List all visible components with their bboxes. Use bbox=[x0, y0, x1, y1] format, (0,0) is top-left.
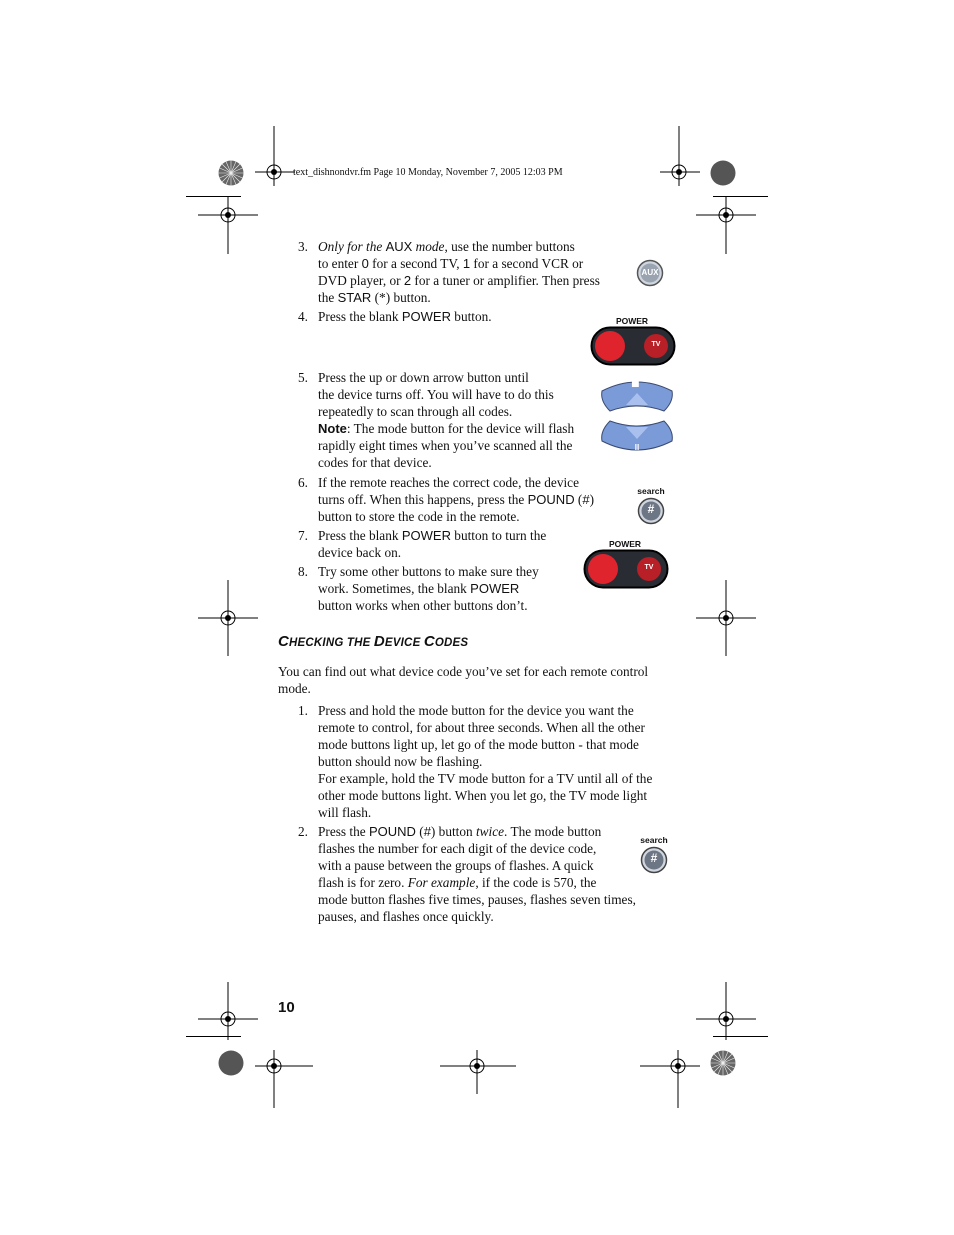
step-line bbox=[318, 770, 652, 787]
text-run: Only for the bbox=[318, 239, 386, 254]
step-line bbox=[318, 272, 600, 289]
text-run: rapidly eight times when you’ve scanned all the bbox=[318, 438, 573, 453]
power-label: POWER bbox=[608, 539, 642, 549]
crosshair-mark-icon bbox=[255, 126, 295, 186]
text-run: for a second TV, bbox=[368, 256, 463, 271]
step-line bbox=[318, 908, 636, 925]
crosshair-mark-icon bbox=[198, 196, 258, 256]
text-run: Press the blank bbox=[318, 309, 402, 324]
text-run: 1 bbox=[462, 256, 471, 271]
text-run: If the remote reaches the correct code, the device bbox=[318, 475, 579, 490]
text-run: mode bbox=[412, 239, 445, 254]
step-line bbox=[318, 787, 652, 804]
text-run: will flash. bbox=[318, 805, 372, 820]
text-run: ( bbox=[574, 492, 583, 507]
text-run: mode buttons light up, let go of the mode button - that mode bbox=[318, 737, 639, 752]
text-run: ) button bbox=[430, 824, 476, 839]
text-run: POWER bbox=[470, 581, 520, 596]
text-run: . The mode button bbox=[504, 824, 602, 839]
text-run: AUX bbox=[385, 239, 413, 254]
step-text bbox=[318, 527, 546, 561]
text-run: (*) button. bbox=[371, 290, 431, 305]
text-run: Press the bbox=[318, 824, 369, 839]
registration-target-icon bbox=[217, 159, 245, 187]
text-run: : The mode button for the device will flash bbox=[346, 421, 575, 436]
step-line bbox=[318, 454, 574, 471]
text-run: DVD player, or bbox=[318, 273, 404, 288]
tv-label: TV bbox=[644, 564, 654, 571]
power-tv-button-illustration bbox=[590, 316, 676, 368]
step-line bbox=[318, 386, 574, 403]
crosshair-mark-icon bbox=[696, 196, 756, 256]
tv-label: TV bbox=[651, 341, 661, 348]
text-run: button should now be flashing. bbox=[318, 754, 483, 769]
heading-part: HECKING THE bbox=[289, 637, 374, 649]
step-line bbox=[318, 403, 574, 420]
text-run: Note bbox=[318, 421, 347, 436]
crosshair-mark-icon bbox=[640, 1050, 700, 1108]
step-text bbox=[318, 823, 636, 925]
text-run: POWER bbox=[401, 528, 451, 543]
text-run: flash is for zero. bbox=[318, 875, 408, 890]
text-run: other mode buttons light. When you let go, the TV mode light bbox=[318, 788, 648, 803]
step-line bbox=[318, 753, 652, 770]
text-run: remote to control, for about three seconds. When all the other bbox=[318, 720, 645, 735]
text-run: repeatedly to scan through all codes. bbox=[318, 404, 513, 419]
step-line bbox=[318, 508, 594, 525]
step-text bbox=[318, 702, 652, 821]
text-run: twice bbox=[475, 824, 505, 839]
text-run: for a tuner or amplifier. Then press bbox=[411, 273, 600, 288]
text-run: work. Sometimes, the blank bbox=[318, 581, 471, 596]
search-label: search bbox=[640, 835, 668, 845]
step-line bbox=[318, 491, 594, 508]
intro-line: mode. bbox=[278, 681, 311, 696]
aux-button-illustration bbox=[636, 259, 664, 287]
section-heading bbox=[278, 633, 468, 650]
registration-target-icon bbox=[217, 1049, 245, 1077]
search-label: search bbox=[637, 486, 665, 496]
text-run: For example, hold the TV mode button for a TV until all of the bbox=[318, 771, 653, 786]
step-line bbox=[318, 597, 539, 614]
step-line bbox=[318, 823, 636, 840]
step-line bbox=[318, 857, 636, 874]
step-number: 1. bbox=[298, 703, 308, 718]
search-pound-button-illustration bbox=[632, 486, 670, 526]
step-text bbox=[318, 308, 492, 325]
step-line bbox=[318, 255, 600, 272]
step-line bbox=[318, 840, 636, 857]
intro-line: You can find out what device code you’ve set for each remote control bbox=[278, 664, 649, 679]
step-line bbox=[318, 369, 574, 386]
step-text bbox=[318, 238, 600, 306]
text-run: , use the number buttons bbox=[444, 239, 575, 254]
text-run: button. bbox=[450, 309, 492, 324]
aux-label: AUX bbox=[641, 268, 659, 277]
crosshair-mark-icon bbox=[696, 982, 756, 1040]
text-run: button to store the code in the remote. bbox=[318, 509, 520, 524]
step-number: 6. bbox=[298, 475, 308, 490]
crosshair-mark-icon bbox=[198, 982, 258, 1040]
step-line bbox=[318, 238, 600, 255]
step-number: 7. bbox=[298, 528, 308, 543]
step-line bbox=[318, 580, 539, 597]
text-run: mode button flashes five times, pauses, flashes seven times, bbox=[318, 892, 636, 907]
page-number: 10 bbox=[278, 999, 295, 1016]
crosshair-mark-icon bbox=[696, 580, 756, 656]
text-run: with a pause between the groups of flashes. A quick bbox=[318, 858, 594, 873]
step-line bbox=[318, 527, 546, 544]
step-text bbox=[318, 369, 574, 471]
section-intro bbox=[278, 663, 648, 697]
text-run: Press the up or down arrow button until bbox=[318, 370, 529, 385]
text-run: button to turn the bbox=[450, 528, 547, 543]
text-run: 0 bbox=[361, 256, 369, 271]
text-run: # bbox=[582, 492, 590, 507]
text-run: flashes the number for each digit of the device code, bbox=[318, 841, 597, 856]
step-text bbox=[318, 563, 539, 614]
text-run: For example bbox=[407, 875, 476, 890]
text-run: pauses, and flashes once quickly. bbox=[318, 909, 494, 924]
step-line bbox=[318, 874, 636, 891]
pound-label: # bbox=[650, 851, 658, 865]
step-line bbox=[318, 544, 546, 561]
step-text bbox=[318, 474, 594, 525]
step-line bbox=[318, 736, 652, 753]
step-number: 2. bbox=[298, 824, 308, 839]
trim-line bbox=[713, 1036, 768, 1037]
step-number: 8. bbox=[298, 564, 308, 579]
heading-part: D bbox=[373, 633, 385, 650]
text-run: POUND bbox=[527, 492, 575, 507]
step-line bbox=[318, 308, 492, 325]
pause-glyph: II bbox=[634, 443, 640, 452]
registration-target-icon bbox=[709, 159, 737, 187]
text-run: Press the blank bbox=[318, 528, 402, 543]
step-line bbox=[318, 891, 636, 908]
search-pound-button-illustration bbox=[635, 835, 673, 875]
file-header: text_dishnondvr.fm Page 10 Monday, November 7, 2005 12:03 PM bbox=[293, 167, 563, 178]
heading-part: C bbox=[423, 633, 435, 650]
step-line bbox=[318, 719, 652, 736]
text-run: turns off. When this happens, press the bbox=[318, 492, 528, 507]
heading-part: ODES bbox=[434, 637, 469, 649]
registration-target-icon bbox=[709, 1049, 737, 1077]
step-line bbox=[318, 437, 574, 454]
step-line bbox=[318, 702, 652, 719]
trim-line bbox=[186, 1036, 241, 1037]
stop-glyph: ■ bbox=[631, 379, 640, 389]
trim-line bbox=[186, 196, 241, 197]
crosshair-mark-icon bbox=[660, 126, 700, 186]
text-run: # bbox=[423, 824, 431, 839]
crosshair-mark-icon bbox=[440, 1050, 516, 1094]
trim-line bbox=[713, 196, 768, 197]
text-run: device back on. bbox=[318, 545, 402, 560]
step-line bbox=[318, 563, 539, 580]
text-run: Press and hold the mode button for the device you want the bbox=[318, 703, 634, 718]
text-run: the bbox=[318, 290, 338, 305]
crosshair-mark-icon bbox=[198, 580, 258, 656]
power-tv-button-illustration bbox=[583, 539, 669, 591]
text-run: for a second VCR or bbox=[470, 256, 584, 271]
crosshair-mark-icon bbox=[255, 1050, 315, 1108]
heading-part: EVICE bbox=[384, 637, 424, 649]
text-run: 2 bbox=[403, 273, 412, 288]
text-run: POWER bbox=[401, 309, 451, 324]
step-number: 3. bbox=[298, 239, 308, 254]
text-run: to enter bbox=[318, 256, 362, 271]
heading-part: C bbox=[278, 633, 290, 650]
text-run: , if the code is 570, the bbox=[475, 875, 597, 890]
step-line bbox=[318, 289, 600, 306]
step-line bbox=[318, 804, 652, 821]
pound-label: # bbox=[647, 502, 655, 516]
text-run: ( bbox=[415, 824, 424, 839]
text-run: the device turns off. You will have to do this bbox=[318, 387, 554, 402]
text-run: codes for that device. bbox=[318, 455, 432, 470]
text-run: ) bbox=[589, 492, 595, 507]
step-number: 5. bbox=[298, 370, 308, 385]
text-run: button works when other buttons don’t. bbox=[318, 598, 528, 613]
text-run: STAR bbox=[337, 290, 372, 305]
arrow-buttons-illustration bbox=[598, 375, 676, 457]
step-line bbox=[318, 420, 574, 437]
text-run: Try some other buttons to make sure they bbox=[318, 564, 539, 579]
text-run: POUND bbox=[368, 824, 416, 839]
step-line bbox=[318, 474, 594, 491]
step-number: 4. bbox=[298, 309, 308, 324]
power-label: POWER bbox=[615, 316, 649, 326]
